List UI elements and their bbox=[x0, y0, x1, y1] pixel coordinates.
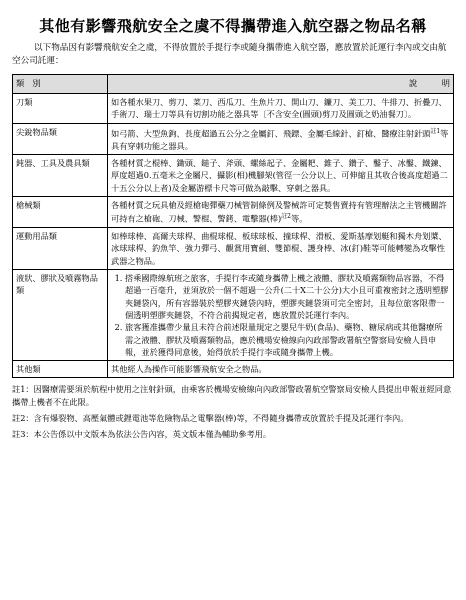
footnote: 註1：因醫療需要須於航程中使用之注射針頭，由乘客於機場安檢線向內政部警政署航空警察局安檢人員提出申報並經同意攜帶上機者不在此限。 bbox=[12, 384, 452, 408]
table-row bbox=[13, 123, 454, 154]
table-row bbox=[13, 228, 454, 270]
footnote: 註2：含有爆裂物、高壓氣體或鋰電池等危險物品之電擊器(棒)等，不得隨身攜帶或放置於手提及託運行李內。 bbox=[12, 413, 409, 424]
row-category: 尖銳物品類 bbox=[13, 123, 108, 154]
row-description: 各種材質之棍棒、鋤頭、鎚子、斧頭、螺絲起子、金屬耙、錐子、鑽子、鑿子、冰鑿、鐵鍊、厚度超過0.五毫米之金屬尺、攝影(相)機腳架(管徑一公分以上、可伸縮且其收合後高度超過二十五公分以上者)及金屬游標卡尺等可做為敲擊、穿刺之器具。 bbox=[108, 154, 454, 196]
row-category: 槍械類 bbox=[13, 196, 108, 227]
footnotes bbox=[12, 383, 454, 441]
row-category: 刀類 bbox=[13, 94, 108, 124]
table-row bbox=[13, 361, 454, 378]
footnote: 註3：本公告係以中文版本為依法公告內容，英文版本僅為輔助參考用。 bbox=[12, 429, 272, 440]
items-table bbox=[12, 74, 454, 378]
header-description: 說 明 bbox=[108, 75, 454, 94]
list-item: 1. 搭乘國際線航班之旅客，手提行李或隨身攜帶上機之液體、膠狀及噴霧類物品容器，不得超過一百毫升，並須放於一個不超過一公升(二十X二十公分)大小且可重複密封之透明塑膠夾鏈袋內，所有容器裝於塑膠夾鏈袋內時，塑膠夾鏈袋須可完全密封，且每位旅客限帶一個透明塑膠夾鏈袋，不符合前揭規定者，應放置於託運行李內。 bbox=[125, 272, 450, 321]
row-category: 鈍器、工具及農具類 bbox=[13, 154, 108, 196]
header-category: 類 別 bbox=[13, 75, 108, 94]
row-description: 如弓箭、大型魚鉤、長度超過五公分之金屬釘、飛鏢、金屬毛線針、釘槍、醫療注射針頭$^{註1}$等具有穿刺功能之器具。 bbox=[108, 123, 454, 154]
intro-paragraph: 以下物品因有影響飛航安全之虞，不得放置於手提行李或隨身攜帶進入航空器，應放置於託運行李內或交由航空公司託運： bbox=[12, 43, 447, 66]
list-item: 2. 旅客獲准攜帶少量且未符合前述限量規定之嬰兒牛奶(食品)、藥物、糖尿病或其他醫療所需之液體、膠狀及噴霧類物品，應於機場安檢線向內政部警政署航空警察局安檢人員申報，並於獲得同意後，始得放於手提行李或隨身攜帶上機。 bbox=[125, 321, 450, 358]
row-description: 各種材質之玩具槍及經槍砲彈藥刀械管制條例及警械許可定製售賣持有管理辦法之主管機關許可持有之槍砲、刀械、警棍、警銬、電擊器(棒)$^{註2}$等。 bbox=[108, 196, 454, 227]
row-description: 如各種水果刀、剪刀、菜刀、西瓜刀、生魚片刀、開山刀、鐮刀、美工刀、牛排刀、折疊刀、手術刀、瑞士刀等具有切割功能之器具等〔不含安全(圓頭)剪刀及圓頭之奶油餐刀〕。 bbox=[108, 94, 454, 124]
table-row bbox=[13, 270, 454, 361]
row-category: 其他類 bbox=[13, 361, 108, 378]
table-row bbox=[13, 94, 454, 124]
row-description: 如棒球棒、高爾夫球桿、曲棍球棍、板球球板、撞球桿、滑板、愛斯基摩划艇和獨木舟划槳、冰球球桿、釣魚竿、強力彈弓、觀賞用寶劍、雙節棍、護身棒、冰(釘)鞋等可能轉變為攻擊性武器之物品。 bbox=[108, 228, 454, 270]
table-row bbox=[13, 154, 454, 196]
footnote-marker: 註1 bbox=[430, 127, 441, 135]
row-category: 運動用品類 bbox=[13, 228, 108, 270]
table-header-row bbox=[13, 75, 454, 94]
row-description: 其他經人為操作可能影響飛航安全之物品。 bbox=[108, 361, 454, 378]
liquid-rules-list bbox=[111, 272, 450, 358]
row-category: 液狀、膠狀及噴霧物品類 bbox=[13, 270, 108, 361]
footnote-marker: 註2 bbox=[281, 213, 291, 221]
row-description bbox=[108, 270, 454, 361]
table-row bbox=[13, 196, 454, 227]
page-title: 其他有影響飛航安全之虞不得攜帶進入航空器之物品名稱 bbox=[39, 17, 427, 35]
